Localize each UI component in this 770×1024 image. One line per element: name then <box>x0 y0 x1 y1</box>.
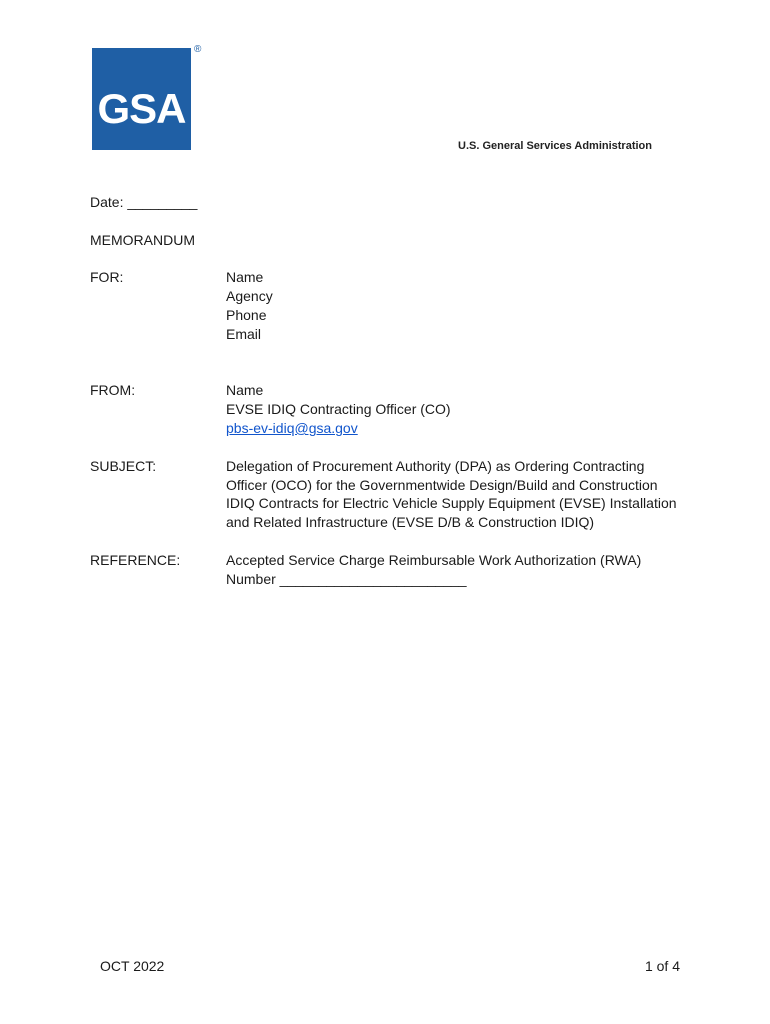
from-title: EVSE IDIQ Contracting Officer (CO) <box>226 401 451 417</box>
subject-line-2: Officer (OCO) for the Governmentwide Design/Build and Construction <box>226 477 658 493</box>
subject-line-1: Delegation of Procurement Authority (DPA) as Ordering Contracting <box>226 458 645 474</box>
for-phone: Phone <box>226 307 267 323</box>
for-name: Name <box>226 269 264 285</box>
gsa-logo <box>92 48 191 150</box>
for-agency: Agency <box>226 288 273 304</box>
agency-name: U.S. General Services Administration <box>458 140 652 152</box>
for-email: Email <box>226 326 262 342</box>
page-number: 1 of 4 <box>644 958 680 974</box>
from-name: Name <box>226 382 264 398</box>
from-email-link[interactable]: pbs-ev-idiq@gsa.gov <box>226 420 358 436</box>
footer-date: OCT 2022 <box>100 958 165 974</box>
subject-line-4: and Related Infrastructure (EVSE D/B & Construction IDIQ) <box>226 514 595 530</box>
for-label: FOR: <box>90 269 124 285</box>
reference-line-2[interactable]: Number ________________________ <box>226 571 467 587</box>
reference-label: REFERENCE: <box>90 552 181 568</box>
gsa-logo-text: GSA <box>97 85 186 132</box>
date-line[interactable]: Date: _________ <box>90 194 198 210</box>
subject-line-3: IDIQ Contracts for Electric Vehicle Supply Equipment (EVSE) Installation <box>226 495 677 511</box>
from-label: FROM: <box>90 382 136 398</box>
reference-line-1: Accepted Service Charge Reimbursable Work Authorization (RWA) <box>226 552 642 568</box>
subject-label: SUBJECT: <box>90 458 157 474</box>
registered-mark: ® <box>194 44 202 55</box>
memo-title: MEMORANDUM <box>90 232 195 248</box>
